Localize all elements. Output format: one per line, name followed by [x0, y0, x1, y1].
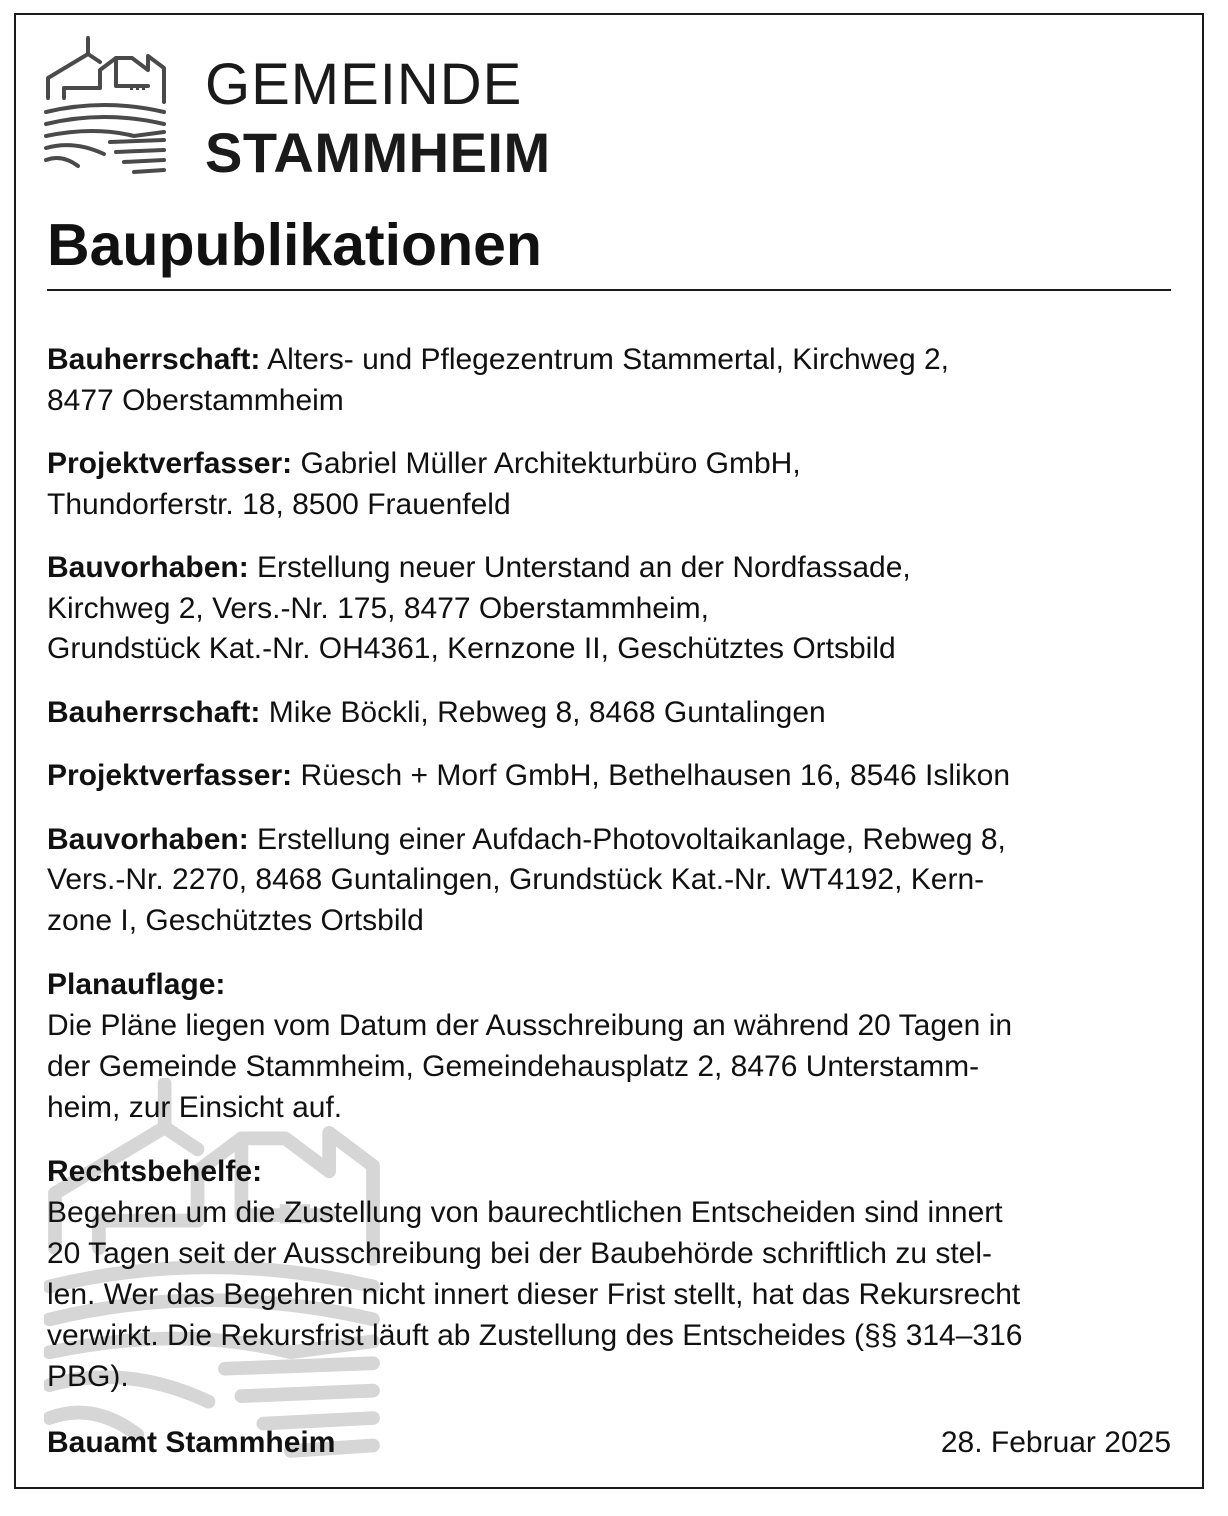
publication-content [47, 340, 1171, 1420]
publication-1-bauvorhaben [47, 548, 1171, 670]
field-value: Alters- und Pflegezentrum Stammertal, Kirchweg 2, [260, 343, 950, 376]
signature: Bauamt Stammheim [47, 1426, 336, 1459]
brand-line-stammheim: STAMMHEIM [205, 121, 551, 184]
brand-line-gemeinde: GEMEINDE [205, 52, 523, 117]
field-value: Erstellung einer Aufdach-Photovoltaikanlage, Rebweg 8, [248, 822, 1006, 856]
field-label: Projektverfasser: [47, 447, 293, 480]
castle-vineyard-icon [44, 36, 168, 176]
field-label: Bauherrschaft: [47, 695, 261, 729]
title-divider [47, 289, 1171, 291]
section-heading: Rechtsbehelfe: [47, 1155, 263, 1188]
field-value: Thundorferstr. 18, 8500 Frauenfeld [47, 487, 511, 521]
publication-2-bauvorhaben [47, 820, 1171, 942]
field-label: Bauvorhaben: [47, 551, 249, 584]
publication-1-projektverfasser [47, 444, 1171, 525]
field-value: Grundstück Kat.-Nr. OH4361, Kernzone II, Geschütztes Ortsbild [47, 632, 896, 665]
field-value: Gabriel Müller Architekturbüro GmbH, [292, 447, 801, 480]
field-label: Bauherrschaft: [47, 343, 261, 376]
field-label: Bauvorhaben: [47, 822, 249, 856]
field-label: Projektverfasser: [47, 759, 293, 792]
section-text: len. Wer das Begehren nicht innert dieser Frist stellt, hat das Rekursrecht [47, 1278, 1021, 1311]
planauflage-section [47, 964, 1171, 1128]
section-text: Begehren um die Zustellung von baurechtlichen Entscheiden sind innert [47, 1196, 1003, 1229]
section-text: PBG). [47, 1360, 129, 1393]
field-value: Mike Böckli, Rebweg 8, 8468 Guntalingen [260, 695, 826, 729]
publication-date: 28. Februar 2025 [940, 1426, 1171, 1459]
section-text: der Gemeinde Stammheim, Gemeindehausplatz 2, 8476 Unterstamm- [47, 1050, 980, 1083]
field-value: Erstellung neuer Unterstand an der Nordfassade, [248, 551, 911, 584]
section-text: 20 Tagen seit der Ausschreibung bei der Baubehörde schriftlich zu stel- [47, 1237, 993, 1270]
publication-1-bauherrschaft [47, 340, 1171, 421]
notice-footer [47, 1423, 1171, 1463]
section-text: verwirkt. Die Rekursfrist läuft ab Zustellung des Entscheides (§§ 314–316 [47, 1319, 1023, 1352]
field-value: Kirchweg 2, Vers.-Nr. 175, 8477 Oberstammheim, [47, 591, 709, 625]
publication-2-projektverfasser [47, 756, 1171, 797]
field-value: Vers.-Nr. 2270, 8468 Guntalingen, Grundstück Kat.-Nr. WT4192, Kern- [47, 863, 985, 896]
section-heading: Planauflage: [47, 968, 226, 1001]
field-value: Rüesch + Morf GmbH, Bethelhausen 16, 8546 Islikon [292, 759, 1011, 792]
rechtsbehelfe-section [47, 1151, 1171, 1397]
page-title: Baupublikationen [47, 212, 542, 278]
publication-2-bauherrschaft [47, 693, 1171, 734]
section-text: Die Pläne liegen vom Datum der Ausschreibung an während 20 Tagen in [47, 1009, 1013, 1042]
field-value: 8477 Oberstammheim [47, 383, 344, 417]
field-value: zone I, Geschütztes Ortsbild [47, 903, 424, 937]
section-text: heim, zur Einsicht auf. [47, 1091, 343, 1124]
